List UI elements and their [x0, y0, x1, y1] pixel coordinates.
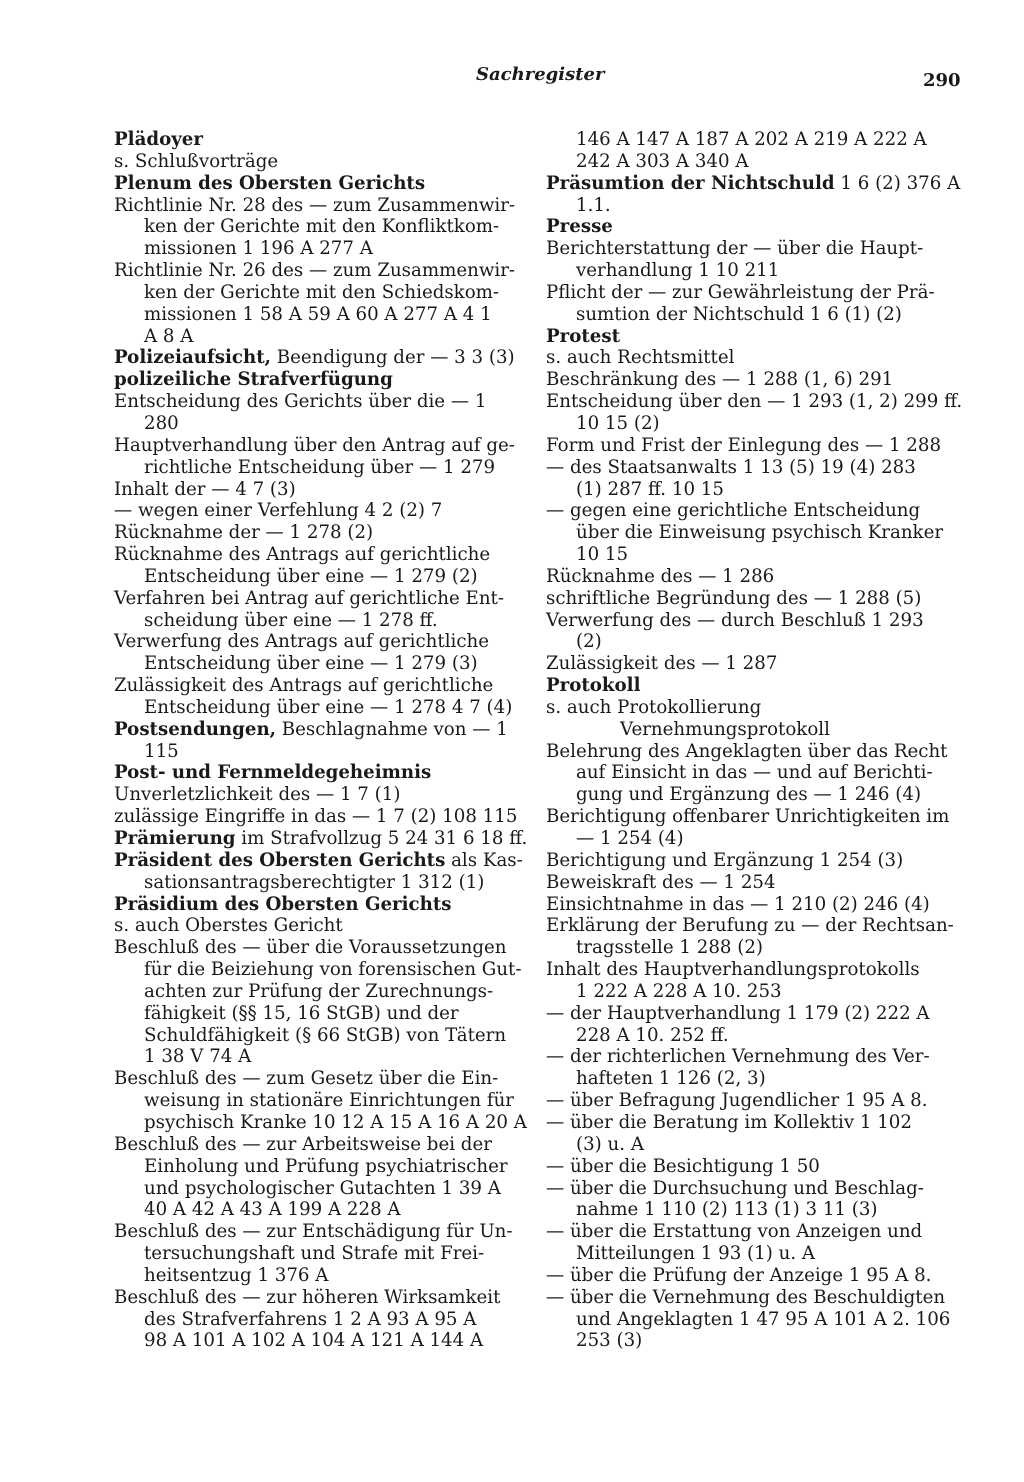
- index-line: 280: [144, 412, 179, 434]
- index-line: — über die Beratung im Kollektiv 1 102: [546, 1111, 912, 1133]
- index-line: Schuldfähigkeit (§ 66 StGB) von Tätern: [144, 1024, 507, 1046]
- index-line: tragsstelle 1 288 (2): [576, 937, 764, 959]
- index-line: — über die Besichtigung 1 50: [546, 1155, 820, 1177]
- index-line: Beschluß des — über die Voraussetzungen: [114, 937, 507, 959]
- index-line: Berichtigung und Ergänzung 1 254 (3): [546, 849, 904, 871]
- index-heading: Post- und Fernmeldegeheimnis: [114, 762, 432, 784]
- index-line: Verfahren bei Antrag auf gerichtliche Ent-: [114, 587, 504, 609]
- index-line: s. auch Protokollierung: [546, 696, 762, 718]
- index-line: Einholung und Prüfung psychiatrischer: [144, 1155, 508, 1177]
- index-lemma: Präsident des Obersten Gerichts: [114, 849, 446, 871]
- index-heading: Präsidium des Obersten Gerichts: [114, 893, 452, 915]
- index-line: Pflicht der — zur Gewährleistung der Prä-: [546, 281, 935, 303]
- index-line: 98 A 101 A 102 A 104 A 121 A 144 A: [144, 1330, 484, 1352]
- index-heading: Plenum des Obersten Gerichts: [114, 172, 426, 194]
- index-line: weisung in stationäre Einrichtungen für: [144, 1090, 514, 1112]
- index-line: — über die Erstattung von Anzeigen und: [546, 1221, 923, 1243]
- index-line: 1 38 V 74 A: [144, 1046, 252, 1068]
- index-line: verhandlung 1 10 211: [576, 260, 780, 282]
- index-line: — über die Durchsuchung und Beschlag-: [546, 1177, 924, 1199]
- index-line: Rücknahme der — 1 278 (2): [114, 522, 374, 544]
- index-line: Beschluß des — zur Arbeitsweise bei der: [114, 1133, 492, 1155]
- index-line: Rücknahme des — 1 286: [546, 565, 775, 587]
- index-line: sationsantragsberechtigter 1 312 (1): [144, 871, 485, 893]
- index-line: Entscheidung über den — 1 293 (1, 2) 299 ff.: [546, 391, 963, 413]
- index-line: Beschluß des — zur höheren Wirksamkeit: [114, 1286, 501, 1308]
- index-line: (1) 287 ff. 10 15: [576, 478, 724, 500]
- index-line: — über die Vernehmung des Beschuldigten: [546, 1286, 946, 1308]
- index-line: heitsentzug 1 376 A: [144, 1264, 329, 1286]
- index-line: richtliche Entscheidung über — 1 279: [144, 456, 496, 478]
- index-line: — über die Prüfung der Anzeige 1 95 A 8.: [546, 1264, 932, 1286]
- index-line: Polizeiaufsicht, Beendigung der — 3 3 (3): [114, 347, 515, 369]
- index-line: — der Hauptverhandlung 1 179 (2) 222 A: [546, 1002, 930, 1024]
- index-line: missionen 1 58 A 59 A 60 A 277 A 4 1: [144, 303, 492, 325]
- index-column-left: [114, 129, 528, 1352]
- index-line: — über Befragung Jugendlicher 1 95 A 8.: [546, 1090, 928, 1112]
- index-line: Entscheidung über eine — 1 278 4 7 (4): [144, 696, 513, 718]
- index-line: (3) u. A: [576, 1133, 644, 1155]
- page-number: 290: [923, 70, 961, 91]
- index-line: Berichterstattung der — über die Haupt-: [546, 238, 924, 260]
- index-line: Präsident des Obersten Gerichts als Kas-: [114, 849, 523, 871]
- index-line: zulässige Eingriffe in das — 1 7 (2) 108 115: [114, 806, 518, 828]
- index-line: Entscheidung über eine — 1 279 (3): [144, 653, 478, 675]
- index-line: 115: [144, 740, 179, 762]
- index-line: Beschluß des — zur Entschädigung für Un-: [114, 1221, 513, 1243]
- index-line: Unverletzlichkeit des — 1 7 (1): [114, 784, 401, 806]
- index-lemma: Präsumtion der Nichtschuld: [546, 172, 835, 194]
- index-line: Richtlinie Nr. 28 des — zum Zusammenwir-: [114, 194, 516, 216]
- index-line: hafteten 1 126 (2, 3): [576, 1068, 766, 1090]
- index-line: Beweiskraft des — 1 254: [546, 871, 776, 893]
- index-line: — des Staatsanwalts 1 13 (5) 19 (4) 283: [546, 456, 916, 478]
- index-lemma: Prämierung: [114, 828, 236, 849]
- index-line: Verwerfung des — durch Beschluß 1 293: [546, 609, 924, 631]
- index-line: Form und Frist der Einlegung des — 1 288: [546, 434, 942, 456]
- index-line: — wegen einer Verfehlung 4 2 (2) 7: [114, 500, 443, 522]
- index-line: schriftliche Begründung des — 1 288 (5): [546, 587, 922, 609]
- index-line: Postsendungen, Beschlagnahme von — 1: [114, 718, 508, 740]
- index-line: 1.1.: [576, 194, 611, 216]
- index-line: Hauptverhandlung über den Antrag auf ge-: [114, 434, 515, 456]
- index-line: und Angeklagten 1 47 95 A 101 A 2. 106: [576, 1308, 951, 1330]
- index-line: 228 A 10. 252 ff.: [576, 1024, 729, 1046]
- index-line: Inhalt der — 4 7 (3): [114, 478, 296, 500]
- index-line: 253 (3): [576, 1330, 643, 1352]
- index-line: und psychologischer Gutachten 1 39 A: [144, 1177, 501, 1199]
- index-heading: Protest: [546, 325, 621, 347]
- index-line: Präsumtion der Nichtschuld 1 6 (2) 376 A: [546, 172, 961, 194]
- index-heading: polizeiliche Strafverfügung: [114, 369, 393, 391]
- index-line: für die Beiziehung von forensischen Gut-: [144, 959, 522, 981]
- index-line: fähigkeit (§§ 15, 16 StGB) und der: [144, 1002, 459, 1024]
- index-line: 1 222 A 228 A 10. 253: [576, 980, 782, 1002]
- index-line: A 8 A: [144, 325, 194, 347]
- index-line: psychisch Kranke 10 12 A 15 A 16 A 20 A: [144, 1111, 527, 1133]
- index-line: s. Schlußvorträge: [114, 150, 279, 172]
- index-line: Inhalt des Hauptverhandlungsprotokolls: [546, 959, 920, 981]
- index-line: Rücknahme des Antrags auf gerichtliche: [114, 544, 491, 566]
- running-header-title: Sachregister: [476, 64, 605, 85]
- index-line: nahme 1 110 (2) 113 (1) 3 11 (3): [576, 1199, 878, 1221]
- index-line: über die Einweisung psychisch Kranker: [576, 522, 944, 544]
- index-lemma: Postsendungen,: [114, 718, 276, 740]
- index-line: Zulässigkeit des — 1 287: [546, 653, 778, 675]
- index-line: auf Einsicht in das — und auf Berichti-: [576, 762, 933, 784]
- index-line: Vernehmungsprotokoll: [620, 718, 830, 740]
- index-line: Einsichtnahme in das — 1 210 (2) 246 (4): [546, 893, 930, 915]
- index-line: Entscheidung des Gerichts über die — 1: [114, 391, 487, 413]
- index-line: Prämierung im Strafvollzug 5 24 31 6 18 ff.: [114, 828, 528, 849]
- index-line: Erklärung der Berufung zu — der Rechtsan-: [546, 915, 954, 937]
- index-column-right: [546, 129, 963, 1352]
- index-line: gung und Ergänzung des — 1 246 (4): [576, 784, 922, 806]
- index-line: s. auch Oberstes Gericht: [114, 915, 343, 937]
- index-line: — 1 254 (4): [576, 828, 684, 849]
- index-line: 242 A 303 A 340 A: [576, 150, 749, 172]
- index-heading: Plädoyer: [114, 129, 203, 150]
- index-line: Beschluß des — zum Gesetz über die Ein-: [114, 1068, 499, 1090]
- index-line: (2): [576, 631, 602, 653]
- index-line: — gegen eine gerichtliche Entscheidung: [546, 500, 921, 522]
- index-line: Verwerfung des Antrags auf gerichtliche: [114, 631, 489, 653]
- index-line: s. auch Rechtsmittel: [546, 347, 735, 369]
- index-line: Beschränkung des — 1 288 (1, 6) 291: [546, 369, 894, 391]
- index-line: tersuchungshaft und Strafe mit Frei-: [144, 1243, 485, 1265]
- index-line: 146 A 147 A 187 A 202 A 219 A 222 A: [576, 129, 927, 150]
- index-lemma: Polizeiaufsicht,: [114, 347, 271, 369]
- index-line: Mitteilungen 1 93 (1) u. A: [576, 1243, 816, 1265]
- index-line: — der richterlichen Vernehmung des Ver-: [546, 1046, 930, 1068]
- index-line: Berichtigung offenbarer Unrichtigkeiten im: [546, 806, 950, 828]
- index-line: Belehrung des Angeklagten über das Recht: [546, 740, 948, 762]
- index-line: des Strafverfahrens 1 2 A 93 A 95 A: [144, 1308, 477, 1330]
- index-line: ken der Gerichte mit den Schiedskom-: [144, 281, 500, 303]
- index-line: Zulässigkeit des Antrags auf gerichtliche: [114, 675, 494, 697]
- index-line: scheidung über eine — 1 278 ff.: [144, 609, 438, 631]
- index-line: 10 15: [576, 544, 629, 566]
- index-line: 10 15 (2): [576, 412, 660, 434]
- index-line: 40 A 42 A 43 A 199 A 228 A: [144, 1199, 401, 1221]
- index-line: Entscheidung über eine — 1 279 (2): [144, 565, 478, 587]
- index-line: sumtion der Nichtschuld 1 6 (1) (2): [576, 303, 902, 325]
- index-heading: Protokoll: [546, 675, 641, 697]
- index-line: ken der Gerichte mit den Konfliktkom-: [144, 216, 500, 238]
- index-line: achten zur Prüfung der Zurechnungs-: [144, 980, 494, 1002]
- index-line: Richtlinie Nr. 26 des — zum Zusammenwir-: [114, 260, 516, 282]
- index-heading: Presse: [546, 216, 613, 238]
- index-line: missionen 1 196 A 277 A: [144, 238, 373, 260]
